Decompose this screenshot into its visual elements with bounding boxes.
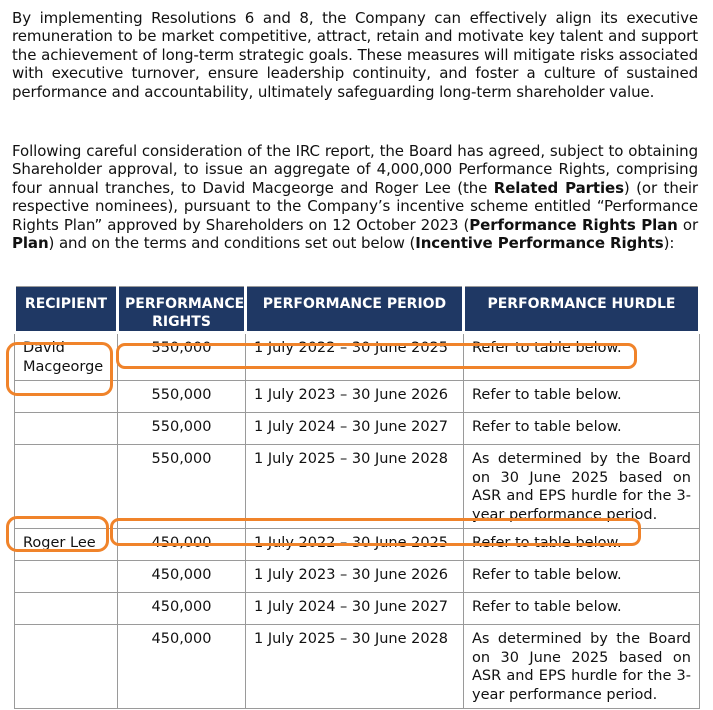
rights-cell: 550,000 <box>118 445 246 529</box>
rights-cell: 450,000 <box>118 625 246 709</box>
hurdle-cell: Refer to table below. <box>464 381 700 413</box>
period-cell: 1 July 2024 – 30 June 2027 <box>246 413 464 445</box>
paragraph-text: Following careful consideration of the IRC report, the Board has agreed, subject to obtaining Shareholder approval, to issue an aggregate of 4,000,000 Performance Rights, comprising four annual tranches, to David Macgeorge and Roger Lee (the <box>12 142 698 197</box>
period-cell: 1 July 2025 – 30 June 2028 <box>246 625 464 709</box>
period-cell: 1 July 2023 – 30 June 2026 <box>246 561 464 593</box>
hurdle-cell: Refer to table below. <box>464 529 700 561</box>
period-cell: 1 July 2023 – 30 June 2026 <box>246 381 464 413</box>
defined-term: Incentive Performance Rights <box>415 234 664 253</box>
table-row <box>15 529 700 561</box>
table-row <box>15 593 700 625</box>
recipient-cell-empty <box>15 625 118 709</box>
paragraph-text: ) and on the terms and conditions set out below ( <box>48 234 416 253</box>
defined-term: Related Parties <box>493 178 624 197</box>
hurdle-cell: Refer to table below. <box>464 413 700 445</box>
hurdle-cell: Refer to table below. <box>464 593 700 625</box>
recipient-cell: David Macgeorge <box>15 333 118 381</box>
hurdle-cell: As determined by the Board on 30 June 2025 based on ASR and EPS hurdle for the 3-year performance period. <box>464 445 700 529</box>
paragraph-text: or <box>677 215 699 234</box>
recipient-cell-empty <box>15 381 118 413</box>
header-performance-period: PERFORMANCE PERIOD <box>246 287 464 333</box>
performance-rights-table <box>13 286 701 709</box>
defined-term: Plan <box>12 234 49 253</box>
recipient-cell: Roger Lee <box>15 529 118 561</box>
table-row <box>15 625 700 709</box>
approval-paragraph <box>12 142 698 252</box>
period-cell: 1 July 2022 – 30 June 2025 <box>246 529 464 561</box>
defined-term: Performance Rights Plan <box>469 215 678 234</box>
rights-cell: 550,000 <box>118 333 246 381</box>
table-row <box>15 413 700 445</box>
rights-cell: 450,000 <box>118 561 246 593</box>
rights-cell: 550,000 <box>118 381 246 413</box>
rights-cell: 450,000 <box>118 529 246 561</box>
hurdle-cell: As determined by the Board on 30 June 2025 based on ASR and EPS hurdle for the 3-year performance period. <box>464 625 700 709</box>
table-row <box>15 561 700 593</box>
rights-cell: 450,000 <box>118 593 246 625</box>
table-row <box>15 445 700 529</box>
hurdle-cell: Refer to table below. <box>464 333 700 381</box>
paragraph-text: ): <box>663 234 675 253</box>
recipient-cell-empty <box>15 561 118 593</box>
recipient-cell-empty <box>15 413 118 445</box>
table-row <box>15 333 700 381</box>
table-header-row <box>15 287 700 333</box>
period-cell: 1 July 2024 – 30 June 2027 <box>246 593 464 625</box>
paragraph-text: ) (or their respective nominees), pursuant to the Company’s incentive scheme entitled “Performance Rights Plan” approved by Shareholders on 12 October 2023 ( <box>12 178 698 234</box>
header-performance-hurdle: PERFORMANCE HURDLE <box>464 287 700 333</box>
recipient-cell-empty <box>15 593 118 625</box>
rights-cell: 550,000 <box>118 413 246 445</box>
period-cell: 1 July 2025 – 30 June 2028 <box>246 445 464 529</box>
intro-paragraph: By implementing Resolutions 6 and 8, the Company can effectively align its executive remuneration to be market competitive, attract, retain and motivate key talent and support the achievement of long-term strategic goals. These measures will mitigate risks associated with executive turnover, ensure leadership continuity, and foster a culture of sustained performance and accountability, ultimately safeguarding long-term shareholder value. <box>12 9 698 101</box>
hurdle-cell: Refer to table below. <box>464 561 700 593</box>
period-cell: 1 July 2022 – 30 June 2025 <box>246 333 464 381</box>
table-row <box>15 381 700 413</box>
header-recipient: RECIPIENT <box>15 287 118 333</box>
recipient-cell-empty <box>15 445 118 529</box>
header-performance-rights: PERFORMANCE RIGHTS <box>118 287 246 333</box>
